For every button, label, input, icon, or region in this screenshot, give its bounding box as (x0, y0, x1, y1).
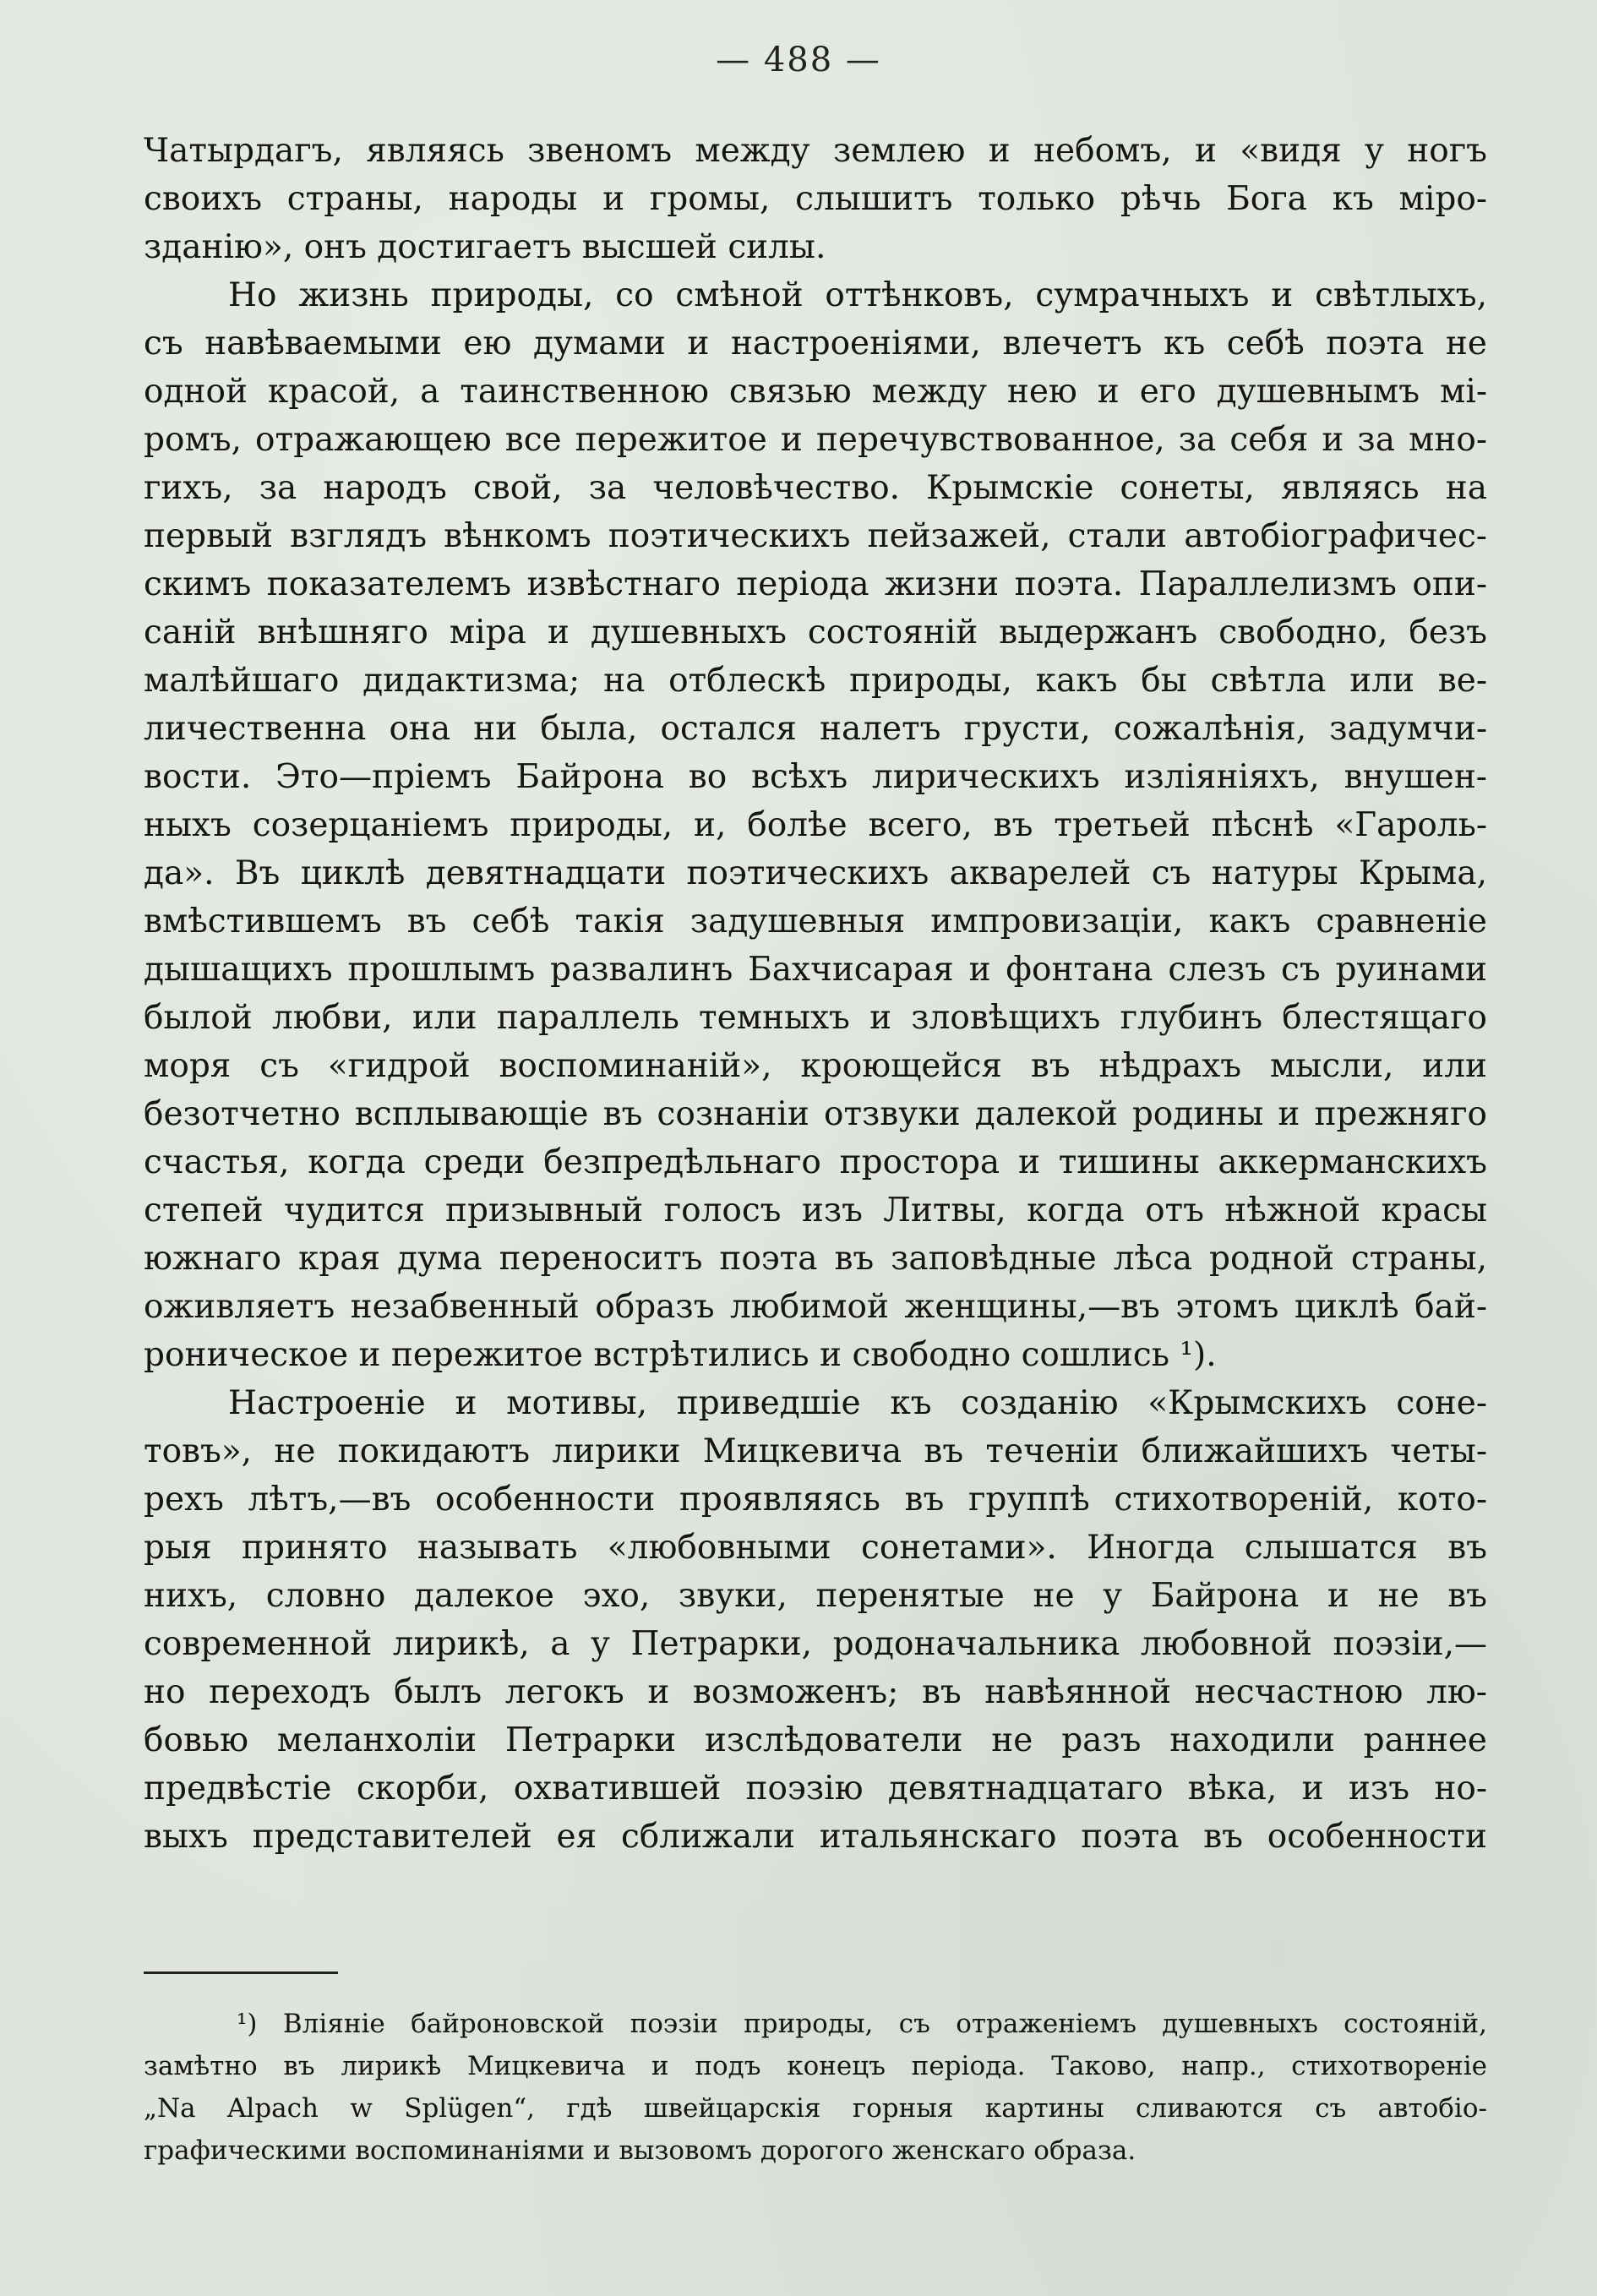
footnote-line: ¹) Вліяніе байроновской поэзіи природы, съ отраженіемъ душевныхъ состояній, (237, 2009, 1487, 2039)
text-line: да». Въ циклѣ девятнадцати поэтическихъ акварелей съ натуры Крыма, (144, 854, 1487, 892)
text-line: Настроеніе и мотивы, приведшіе къ созданію «Крымскихъ соне- (228, 1384, 1487, 1422)
text-line: первый взглядъ вѣнкомъ поэтическихъ пейзажей, стали автобіографичес- (144, 517, 1487, 555)
text-line: южнаго края дума переноситъ поэта въ заповѣдные лѣса родной страны, (144, 1240, 1487, 1278)
text-line: былой любви, или параллель темныхъ и зловѣщихъ глубинъ блестящаго (144, 999, 1487, 1037)
text-line: рехъ лѣтъ,—въ особенности проявляясь въ группѣ стихотвореній, кото- (144, 1481, 1487, 1519)
text-line: одной красой, а таинственною связью между нею и его душевнымъ мі- (144, 373, 1487, 411)
text-line: роническое и пережитое встрѣтились и свободно сошлись ¹). (144, 1336, 1217, 1374)
text-line: нихъ, словно далекое эхо, звуки, перенятые не у Байрона и не въ (144, 1577, 1487, 1615)
text-line: выхъ представителей ея сближали итальянскаго поэта въ особенности (144, 1818, 1487, 1856)
text-line: безотчетно всплывающіе въ сознаніи отзвуки далекой родины и прежняго (144, 1095, 1487, 1133)
text-line: счастья, когда среди безпредѣльнаго простора и тишины аккерманскихъ (144, 1143, 1487, 1181)
text-line: степей чудится призывный голосъ изъ Литвы, когда отъ нѣжной красы (144, 1192, 1487, 1230)
footnote-divider (144, 1972, 338, 1974)
text-line: моря съ «гидрой воспоминаній», кроющейся въ нѣдрахъ мысли, или (144, 1047, 1487, 1085)
text-line: вости. Это—пріемъ Байрона во всѣхъ лирическихъ изліяніяхъ, внушен- (144, 758, 1487, 796)
text-line: зданію», онъ достигаетъ высшей силы. (144, 228, 826, 266)
main-text (144, 127, 1487, 1861)
text-line: товъ», не покидаютъ лирики Мицкевича въ теченіи ближайшихъ четы- (144, 1432, 1487, 1470)
footnote (144, 2003, 1487, 2172)
text-line: предвѣстіе скорби, охватившей поэзію девятнадцатаго вѣка, и изъ но- (144, 1770, 1487, 1808)
text-line: съ навѣваемыми ею думами и настроеніями, влечетъ къ себѣ поэта не (144, 324, 1487, 363)
text-line: дышащихъ прошлымъ развалинъ Бахчисарая и фонтана слезъ съ руинами (144, 951, 1487, 989)
text-line: малѣйшаго дидактизма; на отблескѣ природы, какъ бы свѣтла или ве- (144, 662, 1487, 700)
footnote-line: замѣтно въ лирикѣ Мицкевича и подъ конецъ періода. Таково, напр., стихотвореніе (144, 2051, 1487, 2081)
text-line: своихъ страны, народы и громы, слышитъ только рѣчь Бога къ міро- (144, 180, 1487, 218)
page-number: — 488 — (716, 41, 881, 79)
text-line: гихъ, за народъ свой, за человѣчество. Крымскіе сонеты, являясь на (144, 469, 1487, 507)
footnote-line: графическими воспоминаніями и вызовомъ дорогого женскаго образа. (144, 2135, 1136, 2166)
text-line: саній внѣшняго міра и душевныхъ состояній выдержанъ свободно, безъ (144, 614, 1487, 652)
text-line: современной лирикѣ, а у Петрарки, родоначальника любовной поэзіи,— (144, 1625, 1487, 1663)
text-line: ромъ, отражающею все пережитое и перечувствованное, за себя и за мно- (144, 421, 1487, 459)
text-line: Но жизнь природы, со смѣной оттѣнковъ, сумрачныхъ и свѣтлыхъ, (228, 276, 1487, 314)
text-line: рыя принято называть «любовными сонетами». Иногда слышатся въ (144, 1529, 1487, 1567)
text-line: ныхъ созерцаніемъ природы, и, болѣе всего, въ третьей пѣснѣ «Гароль- (144, 806, 1487, 844)
text-line: Чатырдагъ, являясь звеномъ между землею и небомъ, и «видя у ногъ (144, 132, 1487, 170)
text-line: вмѣстившемъ въ себѣ такія задушевныя импровизаціи, какъ сравненіе (144, 903, 1487, 941)
text-line: скимъ показателемъ извѣстнаго періода жизни поэта. Параллелизмъ опи- (144, 565, 1487, 603)
text-line: бовью меланхоліи Петрарки изслѣдователи не разъ находили раннее (144, 1721, 1487, 1759)
text-line: оживляетъ незабвенный образъ любимой женщины,—въ этомъ циклѣ бай- (144, 1288, 1487, 1326)
footnote-line: „Na Alpach w Splügen“, гдѣ швейцарскія горныя картины сливаются съ автобіо- (144, 2093, 1487, 2124)
text-line: личественна она ни была, остался налетъ грусти, сожалѣнія, задумчи- (144, 710, 1487, 748)
text-line: но переходъ былъ легокъ и возможенъ; въ навѣянной несчастною лю- (144, 1673, 1487, 1711)
